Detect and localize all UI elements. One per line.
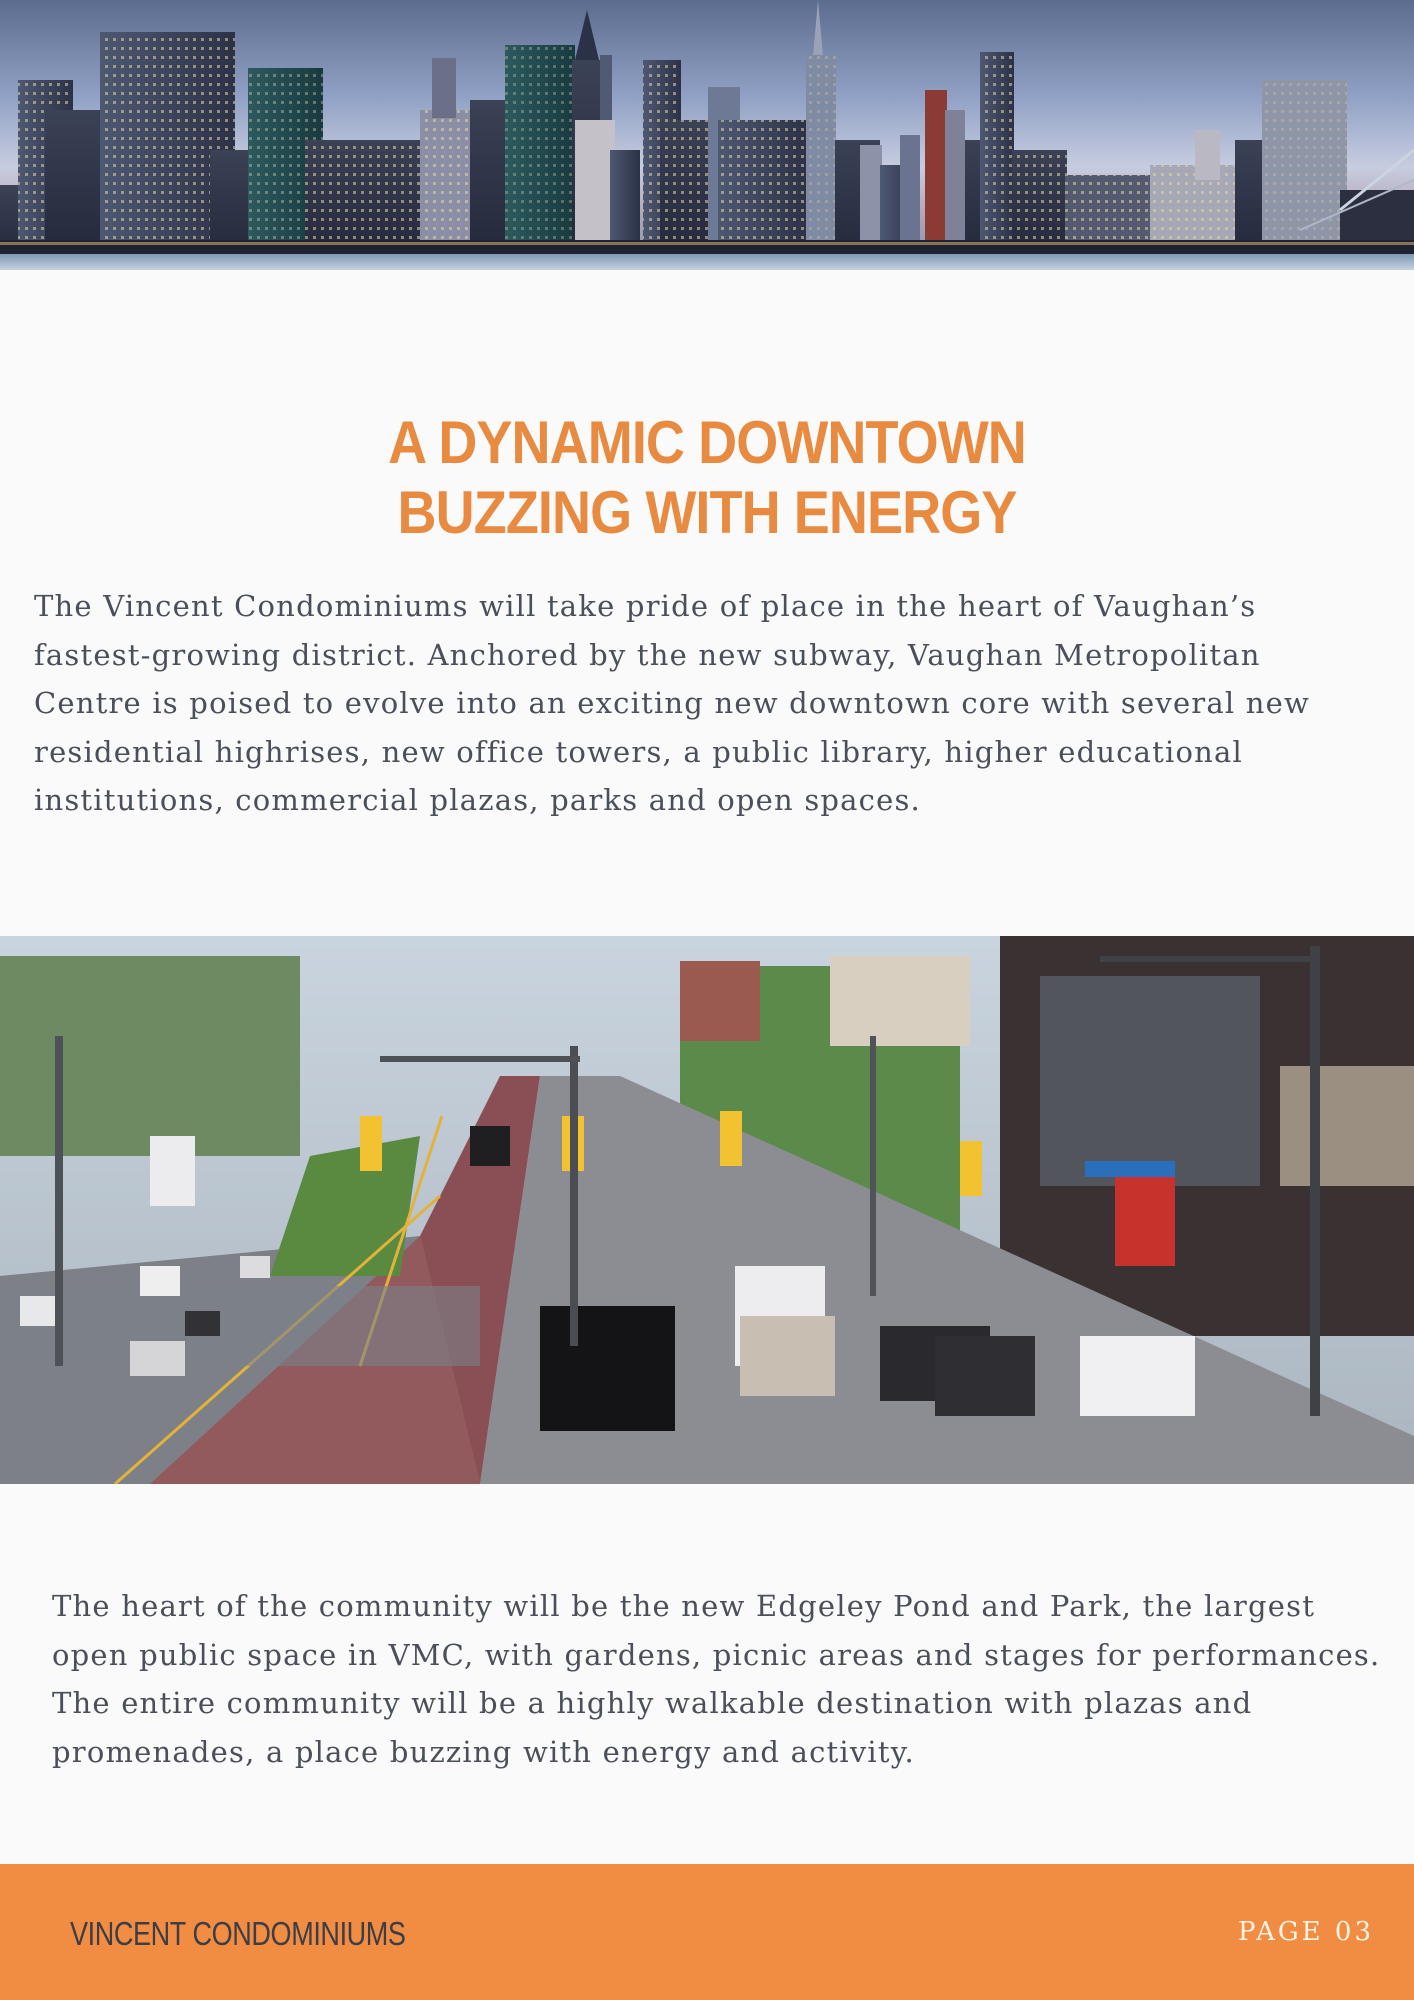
intro-line: institutions, commercial plazas, parks and open spaces.	[34, 783, 921, 817]
skyline-photo	[0, 0, 1414, 270]
community-line: promenades, a place buzzing with energy and activity.	[52, 1734, 915, 1769]
title-line-2: BUZZING WITH ENERGY	[397, 479, 1017, 547]
intro-line: Centre is poised to evolve into an exciting new downtown core with several new	[34, 686, 1311, 720]
intro-line: The Vincent Condominiums will take pride of place in the heart of Vaughan’s	[34, 589, 1257, 623]
community-paragraph	[52, 1582, 1380, 1776]
community-line: open public space in VMC, with gardens, picnic areas and stages for performances.	[52, 1637, 1381, 1672]
page-title	[71, 408, 1344, 548]
intro-line: fastest-growing district. Anchored by the new subway, Vaughan Metropolitan	[34, 637, 1261, 672]
street-photo	[0, 936, 1414, 1484]
intro-line: residential highrises, new office towers, a public library, higher educational	[34, 734, 1243, 769]
community-line: The entire community will be a highly walkable destination with plazas and	[52, 1686, 1253, 1720]
title-line-1: A DYNAMIC DOWNTOWN	[388, 409, 1026, 477]
intro-paragraph	[34, 582, 1310, 825]
community-line: The heart of the community will be the new Edgeley Pond and Park, the largest	[52, 1589, 1316, 1623]
footer-brand: VINCENT CONDOMINIUMS	[70, 1915, 406, 1952]
page-number: PAGE 03	[1238, 1917, 1374, 1947]
footer-bar	[0, 1864, 1414, 2000]
